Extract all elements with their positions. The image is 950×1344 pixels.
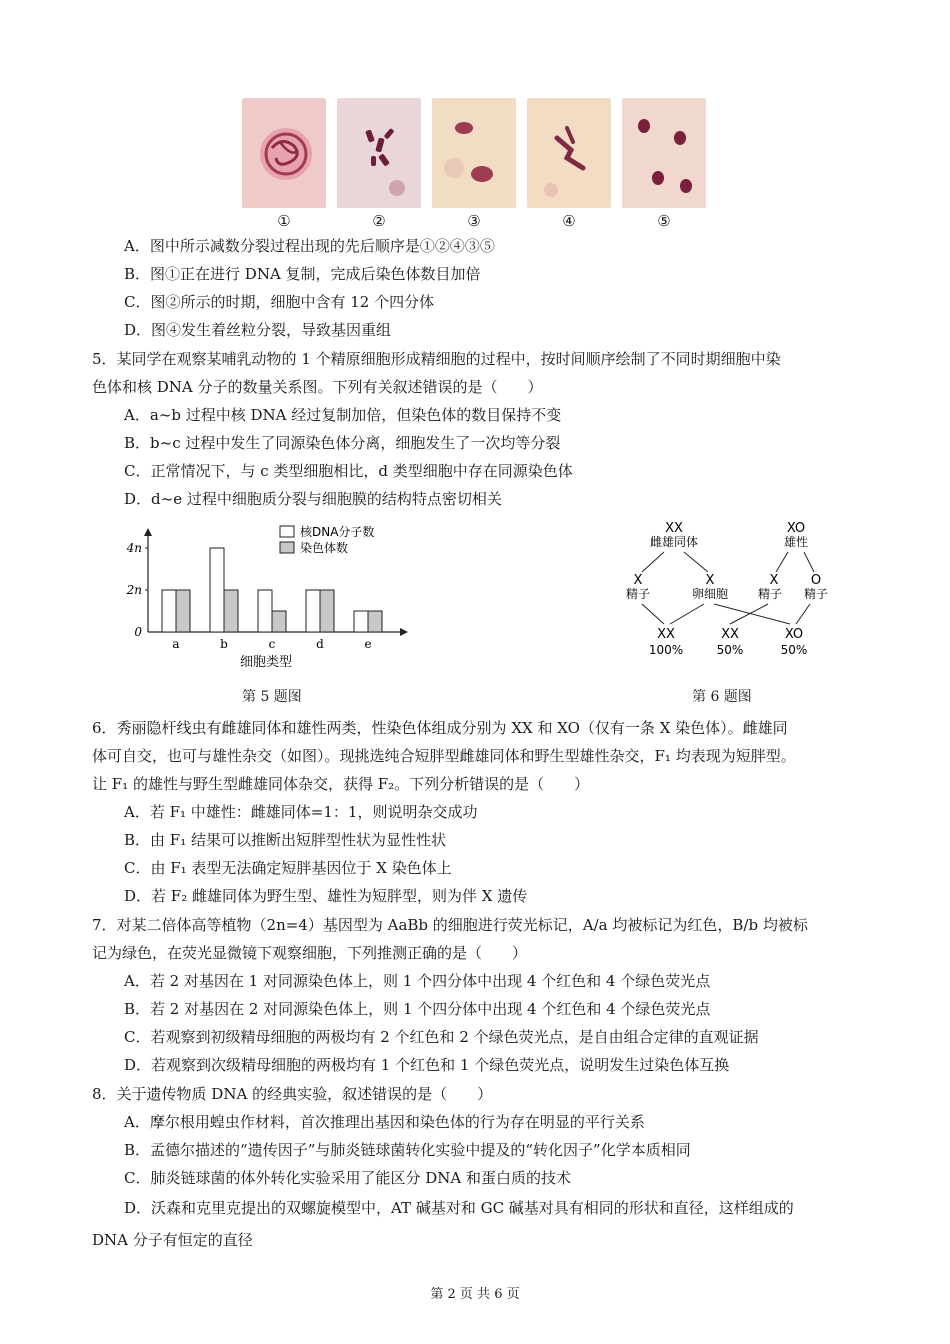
- q6-stem-line-2: 体可自交，也可与雄性杂交（如图）。现挑选纯合短胖型雌雄同体和野生型雄性杂交，F₁ 均表现为短胖型。: [92, 747, 796, 765]
- legend-swatch-chromosome: [280, 542, 294, 553]
- gamete-2-label: 卵细胞: [691, 587, 729, 601]
- offspring-2-genotype: XX: [721, 627, 739, 642]
- arrows-parent-to-gamete: [642, 552, 814, 572]
- q5-option-d: D．d~e 过程中细胞质分裂与细胞膜的结构特点密切相关: [124, 490, 502, 508]
- figure-5-caption: 第 5 题图: [242, 689, 302, 705]
- offspring-2-ratio: 50%: [716, 643, 744, 657]
- micrograph-label-1: ①: [277, 212, 291, 230]
- chart-legend: [280, 524, 374, 555]
- q8-option-a: A．摩尔根用蝗虫作材料，首次推理出基因和染色体的行为存在明显的平行关系: [124, 1113, 645, 1131]
- x-axis-arrow: [400, 628, 408, 636]
- offspring-1-genotype: XX: [657, 627, 675, 642]
- q7-option-b: B．若 2 对基因在 2 对同源染色体上，则 1 个四分体中出现 4 个红色和 4 个绿色荧光点: [124, 1000, 711, 1018]
- bar-d-chromosome: [320, 590, 334, 632]
- y-axis-arrow: [144, 528, 152, 536]
- legend-label-dna: 核DNA分子数: [300, 525, 375, 539]
- page-footer: 第 2 页 共 6 页: [430, 1287, 520, 1302]
- gamete-1-allele: X: [633, 573, 643, 588]
- q8-stem: 8．关于遗传物质 DNA 的经典实验，叙述错误的是（ ）: [92, 1085, 493, 1103]
- q7-option-c: C．若观察到初级精母细胞的两极均有 2 个红色和 2 个绿色荧光点，是自由组合定律的直观证据: [124, 1028, 759, 1046]
- micrograph-row: [242, 98, 712, 233]
- q6-stem-line-1: 6．秀丽隐杆线虫有雌雄同体和雄性两类，性染色体组成分别为 XX 和 XO（仅有一条 X 染色体）。雌雄同: [92, 719, 788, 737]
- figure-6-svg: [600, 516, 860, 666]
- bar-a-dna: [162, 590, 176, 632]
- x-axis-label: 细胞类型: [240, 655, 293, 670]
- q6-option-b: B．由 F₁ 结果可以推断出短胖型性状为显性性状: [124, 831, 446, 849]
- bar-e-chromosome: [368, 611, 382, 632]
- gamete-2-allele: X: [705, 573, 715, 588]
- q7-stem-line-1: 7．对某二倍体高等植物（2n=4）基因型为 AaBb 的细胞进行荧光标记，A/a 均被标记为红色，B/b 均被标: [92, 916, 808, 934]
- figure-6-caption: 第 6 题图: [692, 689, 752, 705]
- bar-d-dna: [306, 590, 320, 632]
- micrograph-label-5: ⑤: [657, 212, 671, 230]
- legend-label-chromosome: 染色体数: [300, 541, 349, 555]
- y-tick-0: 0: [134, 625, 142, 639]
- parent-right-genotype: XO: [786, 521, 806, 536]
- q4-option-c: C．图②所示的时期，细胞中含有 12 个四分体: [124, 293, 435, 311]
- micrograph-label-2: ②: [372, 212, 386, 230]
- gamete-3-allele: X: [769, 573, 779, 588]
- q4-option-b: B．图①正在进行 DNA 复制，完成后染色体数目加倍: [124, 265, 481, 283]
- bar-a-chromosome: [176, 590, 190, 632]
- gamete-3-label: 精子: [757, 587, 783, 601]
- gamete-4-label: 精子: [803, 587, 829, 601]
- q4-option-a: A．图中所示减数分裂过程出现的先后顺序是①②④③⑤: [124, 237, 495, 255]
- offspring-3-genotype: XO: [784, 627, 804, 642]
- micrograph-1: [242, 98, 326, 208]
- x-tick-e: e: [364, 637, 372, 651]
- figure-6-diagram: [600, 516, 860, 666]
- parent-left-label: 雌雄同体: [649, 535, 699, 549]
- x-tick-b: b: [220, 637, 228, 651]
- bar-c-dna: [258, 590, 272, 632]
- gamete-1-label: 精子: [625, 587, 651, 601]
- q5-stem-line-2: 色体和核 DNA 分子的数量关系图。下列有关叙述错误的是（ ）: [92, 378, 543, 396]
- q8-option-d: D．沃森和克里克提出的双螺旋模型中，AT 碱基对和 GC 碱基对具有相同的形状和直径，这样组成的: [124, 1199, 794, 1217]
- bar-c-chromosome: [272, 611, 286, 632]
- offspring-3-ratio: 50%: [780, 643, 808, 657]
- q8-option-c: C．肺炎链球菌的体外转化实验采用了能区分 DNA 和蛋白质的技术: [124, 1169, 571, 1187]
- micrograph-label-3: ③: [467, 212, 481, 230]
- q6-stem-line-3: 让 F₁ 的雄性与野生型雌雄同体杂交，获得 F₂。下列分析错误的是（ ）: [92, 775, 590, 793]
- parent-right-label: 雄性: [783, 535, 809, 549]
- figure-5-svg: [118, 520, 418, 680]
- micrograph-3: [432, 98, 516, 208]
- q6-option-d: D．若 F₂ 雌雄同体为野生型、雄性为短胖型，则为伴 X 遗传: [124, 887, 528, 905]
- micrograph-5: [622, 98, 706, 208]
- q7-stem-line-2: 记为绿色，在荧光显微镜下观察细胞，下列推测正确的是（ ）: [92, 944, 528, 962]
- parent-left-genotype: XX: [665, 521, 683, 536]
- q7-option-d: D．若观察到次级精母细胞的两极均有 1 个红色和 1 个绿色荧光点，说明发生过染色体互换: [124, 1056, 730, 1074]
- bar-e-dna: [354, 611, 368, 632]
- q5-option-c: C．正常情况下，与 c 类型细胞相比，d 类型细胞中存在同源染色体: [124, 462, 573, 480]
- micrograph-2: [337, 98, 421, 208]
- q6-option-c: C．由 F₁ 表型无法确定短胖基因位于 X 染色体上: [124, 859, 452, 877]
- arrows-gamete-to-offspring: [642, 604, 810, 624]
- x-tick-c: c: [268, 637, 276, 651]
- q8-option-d-continuation: DNA 分子有恒定的直径: [92, 1231, 253, 1249]
- figure-5-chart: [118, 520, 418, 680]
- q4-option-d: D．图④发生着丝粒分裂，导致基因重组: [124, 321, 392, 339]
- gamete-4-allele: O: [810, 573, 822, 588]
- micrograph-label-4: ④: [562, 212, 576, 230]
- legend-swatch-dna: [280, 526, 294, 537]
- q5-option-a: A．a~b 过程中核 DNA 经过复制加倍，但染色体的数目保持不变: [124, 406, 562, 424]
- q7-option-a: A．若 2 对基因在 1 对同源染色体上，则 1 个四分体中出现 4 个红色和 4 个绿色荧光点: [124, 972, 711, 990]
- q5-stem-line-1: 5．某同学在观察某哺乳动物的 1 个精原细胞形成精细胞的过程中，按时间顺序绘制了不同时期细胞中染: [92, 350, 781, 368]
- q8-option-b: B．孟德尔描述的“遗传因子”与肺炎链球菌转化实验中提及的“转化因子”化学本质相同: [124, 1141, 691, 1159]
- y-tick-4n: 4n: [126, 541, 142, 555]
- x-tick-d: d: [316, 637, 324, 651]
- micrograph-4: [527, 98, 611, 208]
- offspring-1-ratio: 100%: [648, 643, 684, 657]
- x-tick-a: a: [172, 637, 180, 651]
- bar-b-dna: [210, 548, 224, 632]
- q5-option-b: B．b~c 过程中发生了同源染色体分离，细胞发生了一次均等分裂: [124, 434, 561, 452]
- y-tick-2n: 2n: [126, 583, 142, 597]
- bar-b-chromosome: [224, 590, 238, 632]
- q6-option-a: A．若 F₁ 中雄性：雌雄同体=1：1，则说明杂交成功: [124, 803, 478, 821]
